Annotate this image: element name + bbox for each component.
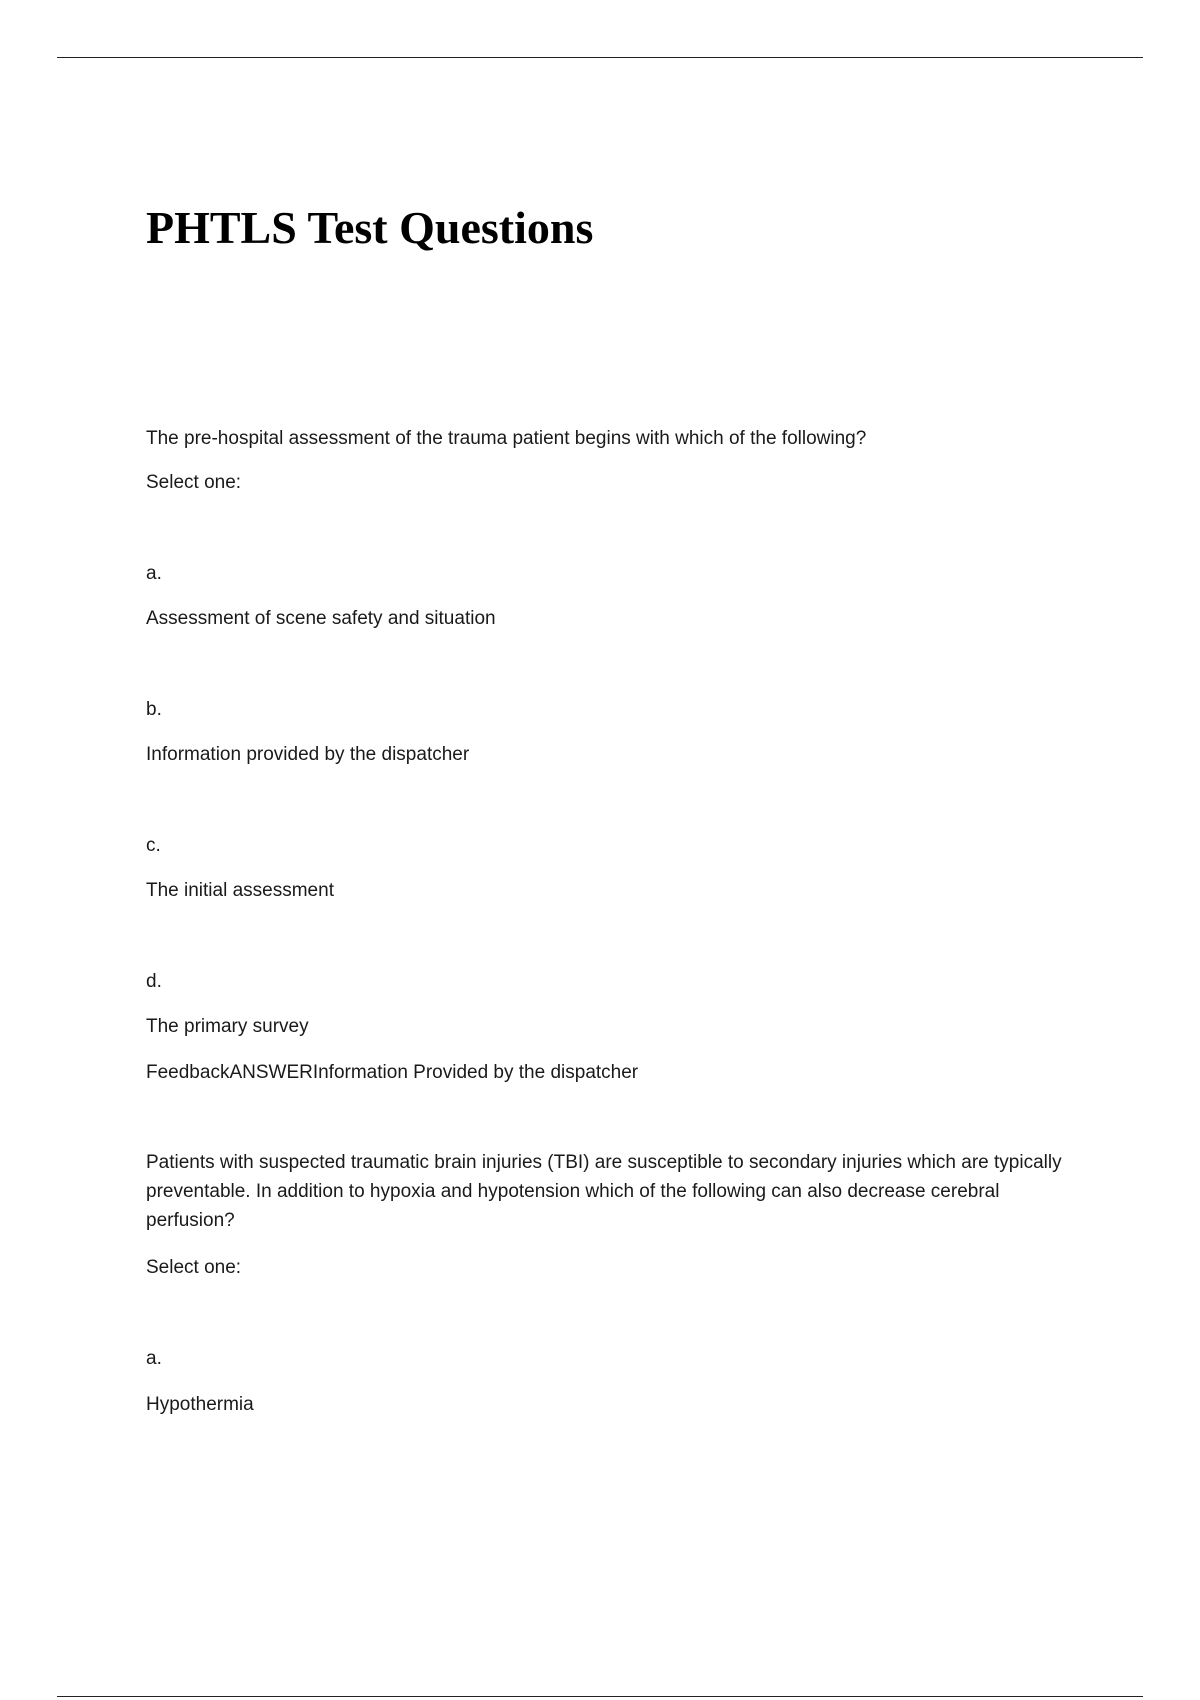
question-1-option-d-letter: d. (146, 971, 162, 992)
question-2-option-a-letter: a. (146, 1348, 162, 1369)
question-1-instruction: Select one: (146, 472, 242, 493)
question-1-option-b-letter: b. (146, 699, 162, 720)
question-1-option-b-text: Information provided by the dispatcher (146, 744, 470, 765)
question-1-option-c-letter: c. (146, 835, 161, 856)
question-1-feedback: FeedbackANSWERInformation Provided by the dispatcher (146, 1062, 639, 1083)
question-2-option-a-text: Hypothermia (146, 1394, 254, 1415)
document-title: PHTLS Test Questions (146, 202, 594, 253)
question-1-option-a-letter: a. (146, 563, 162, 584)
question-1-option-a-text: Assessment of scene safety and situation (146, 608, 496, 629)
bottom-rule (57, 1696, 1143, 1697)
question-2-instruction: Select one: (146, 1257, 242, 1278)
question-2-prompt: Patients with suspected traumatic brain injuries (TBI) are susceptible to secondary injuries which are typically preventable. In addition to hypoxia and hypotension which of the following can also decrease cerebral perfusion? (146, 1152, 1062, 1231)
question-1-option-d-text: The primary survey (146, 1016, 309, 1037)
top-rule (57, 57, 1143, 58)
question-1-prompt: The pre-hospital assessment of the trauma patient begins with which of the following? (146, 428, 867, 449)
question-1-option-c-text: The initial assessment (146, 880, 334, 901)
